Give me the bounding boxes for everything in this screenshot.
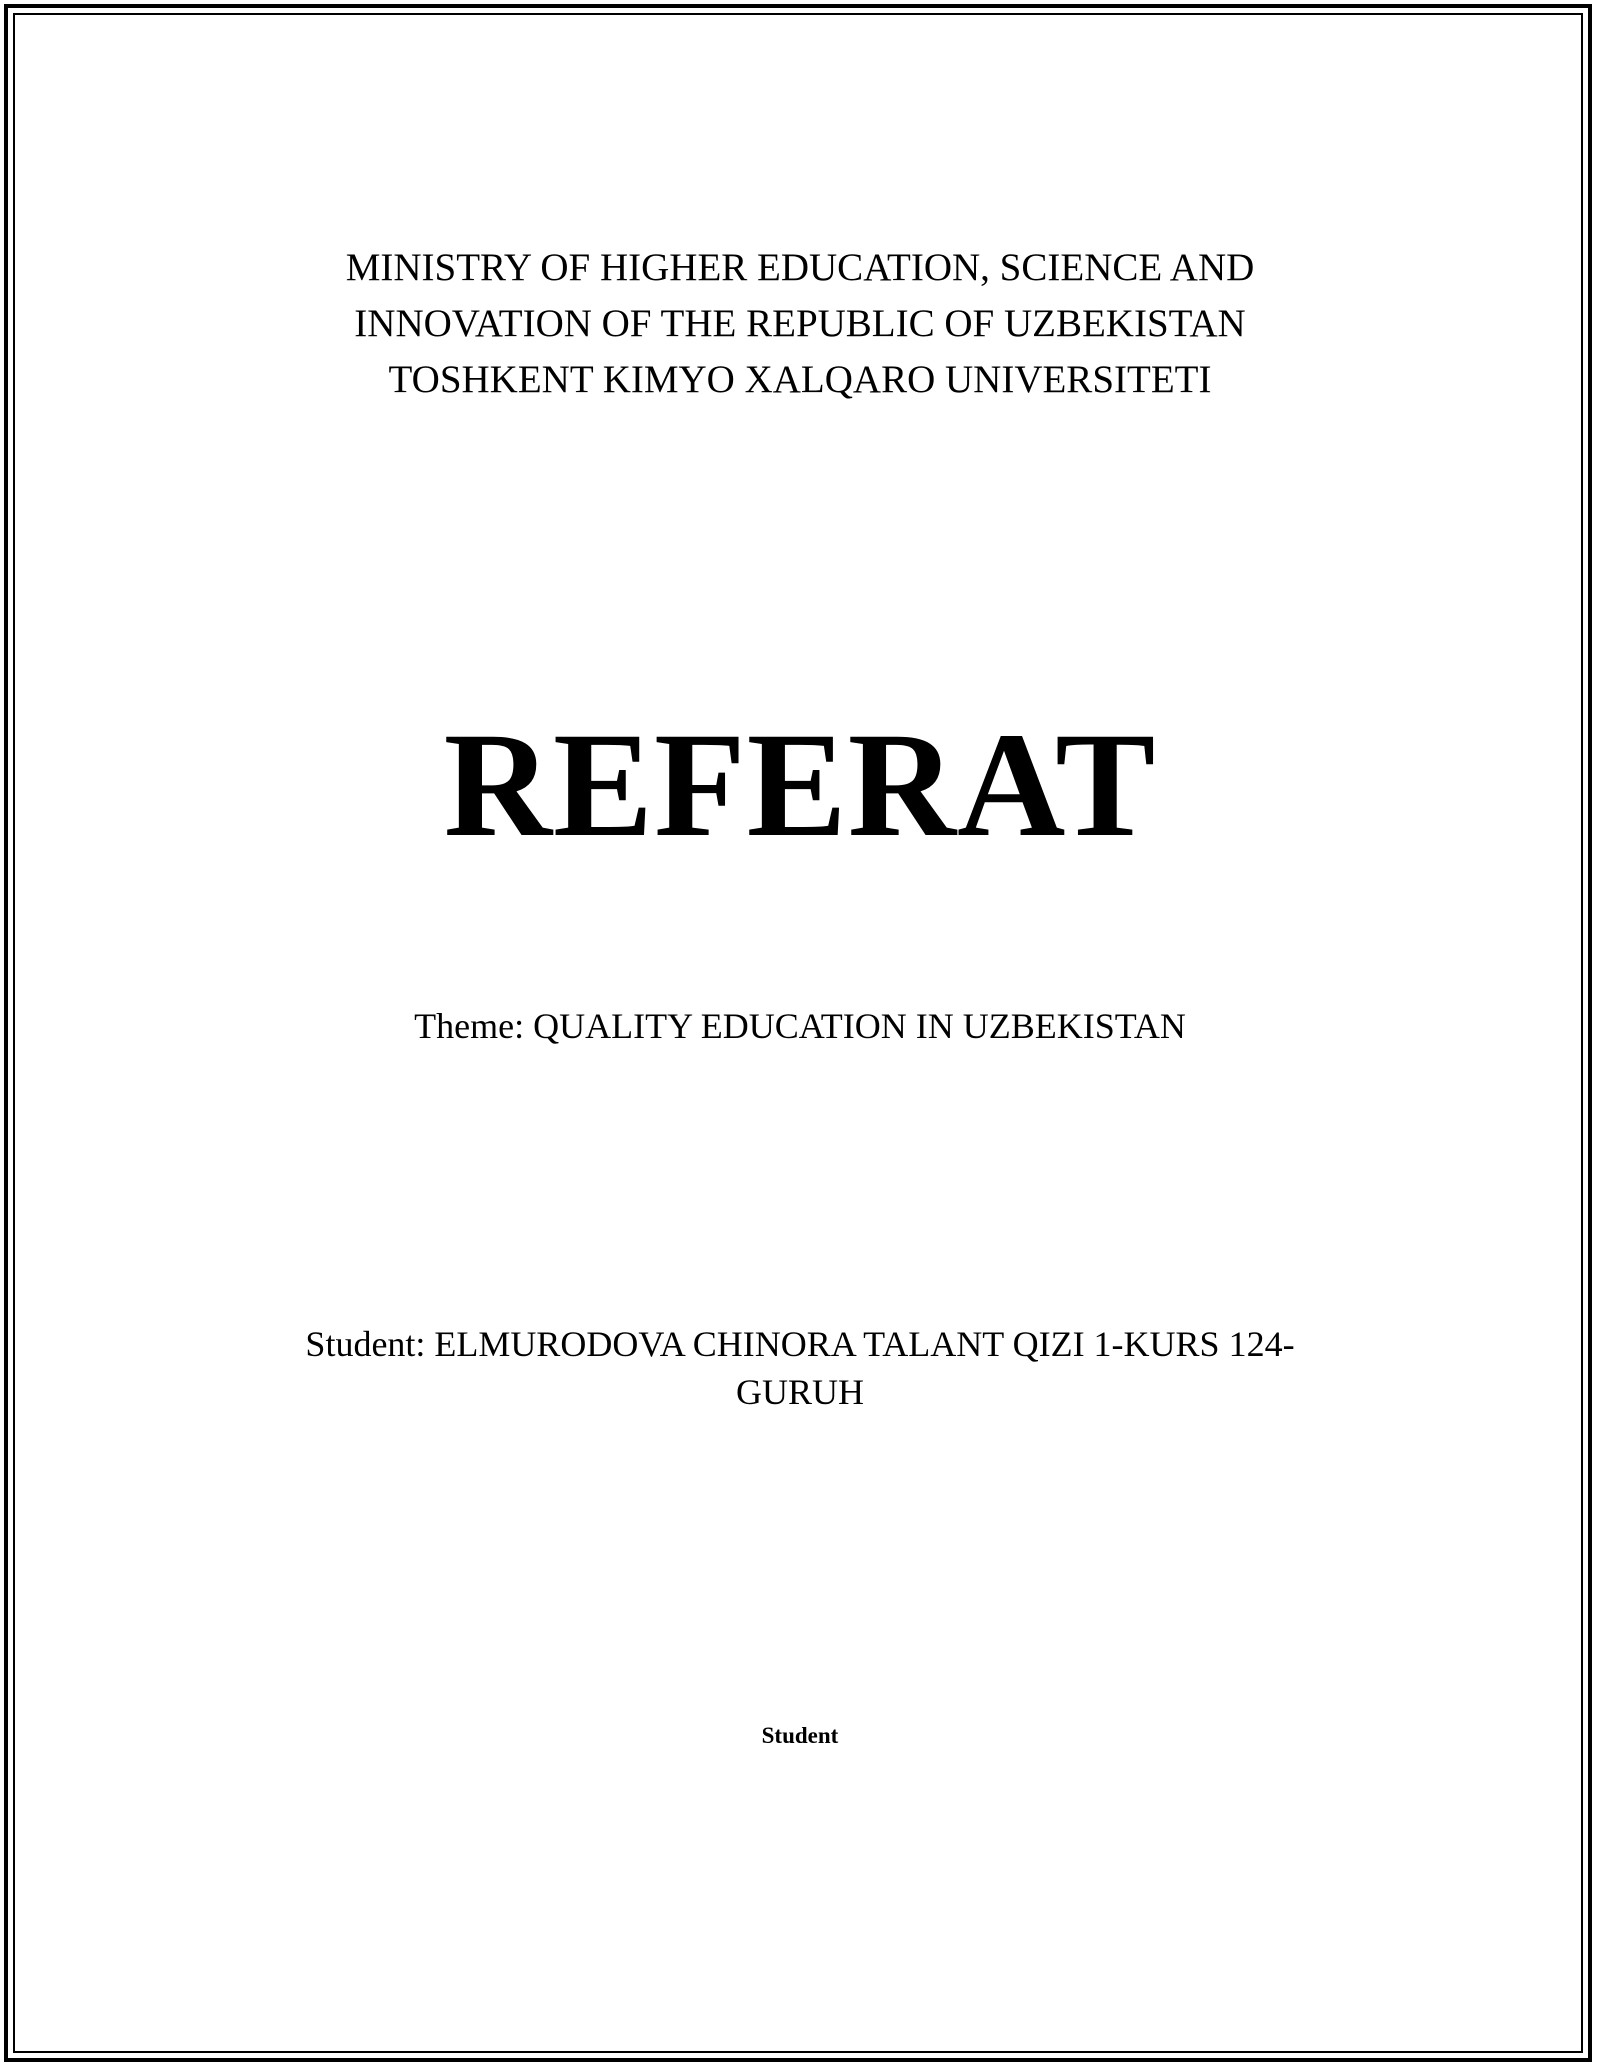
document-theme: Theme: QUALITY EDUCATION IN UZBEKISTAN [414,1006,1186,1046]
header-line-university: TOSHKENT KIMYO XALQARO UNIVERSITETI [388,358,1212,401]
header-line-ministry: MINISTRY OF HIGHER EDUCATION, SCIENCE AND [345,246,1255,289]
student-info: Student: ELMURODOVA CHINORA TALANT QIZI 1-KURS 124-GURUH [305,1324,1295,1412]
header-line-republic: INNOVATION OF THE REPUBLIC OF UZBEKISTAN [354,302,1246,345]
document-title: REFERAT [443,702,1157,868]
institution-header [0,240,1600,408]
student-footer-label: Student [761,1723,839,1748]
